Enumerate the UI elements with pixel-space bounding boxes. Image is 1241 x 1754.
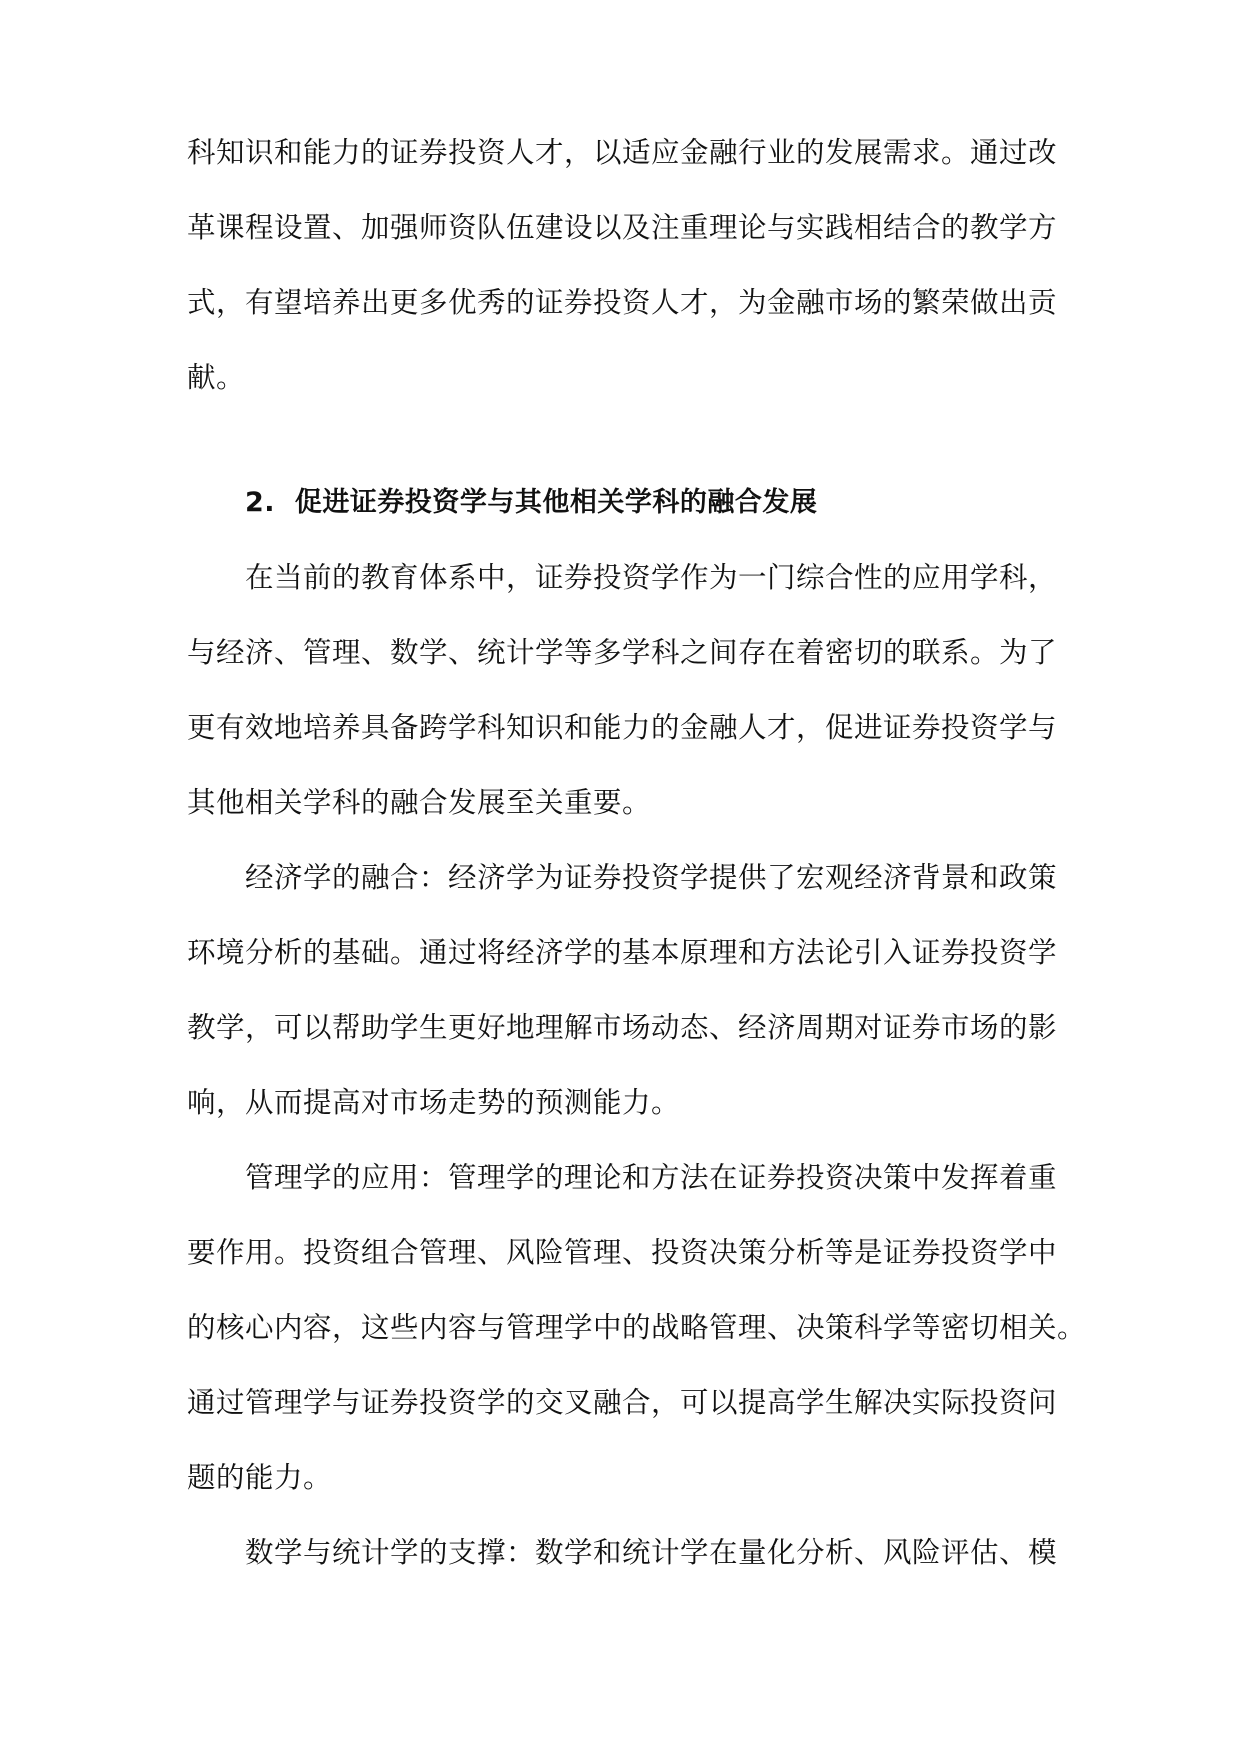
paragraph-line: 数学与统计学的支撑：数学和统计学在量化分析、风险评估、模 (245, 1536, 1058, 1569)
paragraph-line: 要作用。投资组合管理、风险管理、投资决策分析等是证券投资学中 (187, 1236, 1058, 1269)
paragraph-line: 经济学的融合：经济学为证券投资学提供了宏观经济背景和政策 (245, 861, 1058, 894)
paragraph-line: 通过管理学与证券投资学的交叉融合，可以提高学生解决实际投资问 (187, 1386, 1058, 1419)
paragraph-line: 与经济、管理、数学、统计学等多学科之间存在着密切的联系。为了 (187, 636, 1058, 669)
paragraph-line: 在当前的教育体系中，证券投资学作为一门综合性的应用学科， (245, 561, 1058, 594)
paragraph-line: 其他相关学科的融合发展至关重要。 (187, 786, 652, 819)
paragraph-line: 献。 (187, 361, 246, 394)
paragraph-line: 环境分析的基础。通过将经济学的基本原理和方法论引入证券投资学 (187, 936, 1058, 969)
section-heading: 2. 促进证券投资学与其他相关学科的融合发展 (245, 487, 818, 518)
paragraph-line: 教学，可以帮助学生更好地理解市场动态、经济周期对证券市场的影 (187, 1011, 1058, 1044)
paragraph-line: 响，从而提高对市场走势的预测能力。 (187, 1086, 681, 1119)
paragraph-line: 科知识和能力的证券投资人才，以适应金融行业的发展需求。通过改 (187, 136, 1058, 169)
paragraph-line: 管理学的应用：管理学的理论和方法在证券投资决策中发挥着重 (245, 1161, 1058, 1194)
paragraph-line: 革课程设置、加强师资队伍建设以及注重理论与实践相结合的教学方 (187, 211, 1058, 244)
paragraph-line: 式，有望培养出更多优秀的证券投资人才，为金融市场的繁荣做出贡 (187, 286, 1058, 319)
paragraph-line: 更有效地培养具备跨学科知识和能力的金融人才，促进证券投资学与 (187, 711, 1058, 744)
paragraph-line: 的核心内容，这些内容与管理学中的战略管理、决策科学等密切相关。 (187, 1311, 1087, 1344)
paragraph-line: 题的能力。 (187, 1461, 333, 1494)
